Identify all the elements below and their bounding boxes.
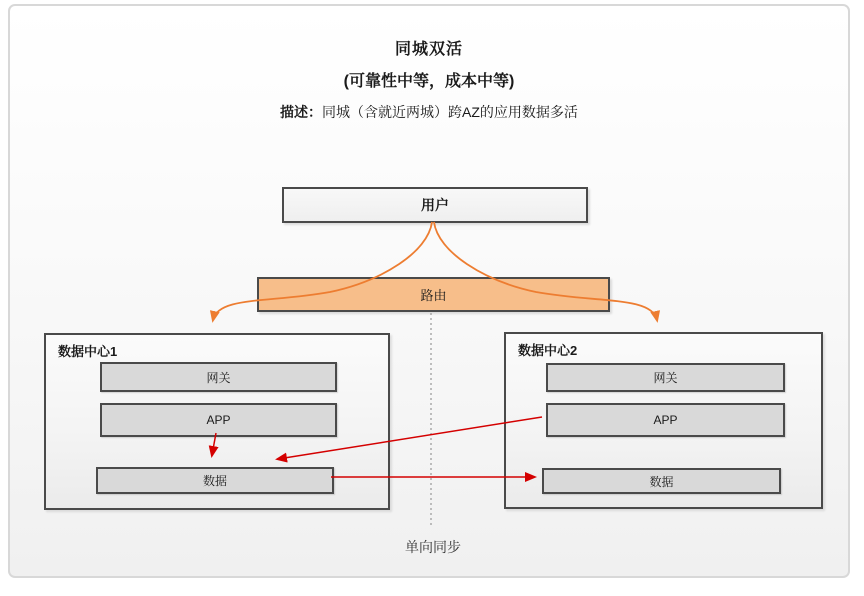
- datacenter-1-gateway-box: 网关: [100, 362, 337, 392]
- router-node: [257, 277, 610, 312]
- router-node-label: 路由: [420, 288, 447, 303]
- description-label: 描述：: [280, 104, 323, 120]
- slide-panel: [8, 4, 850, 578]
- datacenter-2-app-box: APP: [546, 403, 785, 437]
- datacenter-1-data-box: 数据: [96, 467, 334, 494]
- one-way-sync-label: 单向同步: [405, 539, 461, 555]
- datacenter-1-title: 数据中心1: [58, 344, 118, 359]
- user-node: [282, 187, 588, 223]
- datacenter-2: [504, 332, 823, 509]
- page-subtitle: (可靠性中等，成本中等): [343, 73, 515, 90]
- datacenter-1-app-box: APP: [100, 403, 337, 437]
- page-title: 同城双活: [394, 41, 463, 58]
- datacenter-1: [44, 333, 390, 510]
- user-node-label: 用户: [421, 197, 449, 213]
- datacenter-2-title: 数据中心2: [518, 343, 578, 358]
- description-line: [10, 102, 848, 122]
- description-text: 同城（含就近两城）跨AZ的应用数据多活: [322, 104, 578, 120]
- datacenter-2-data-box: 数据: [542, 468, 781, 494]
- datacenter-2-gateway-box: 网关: [546, 363, 785, 392]
